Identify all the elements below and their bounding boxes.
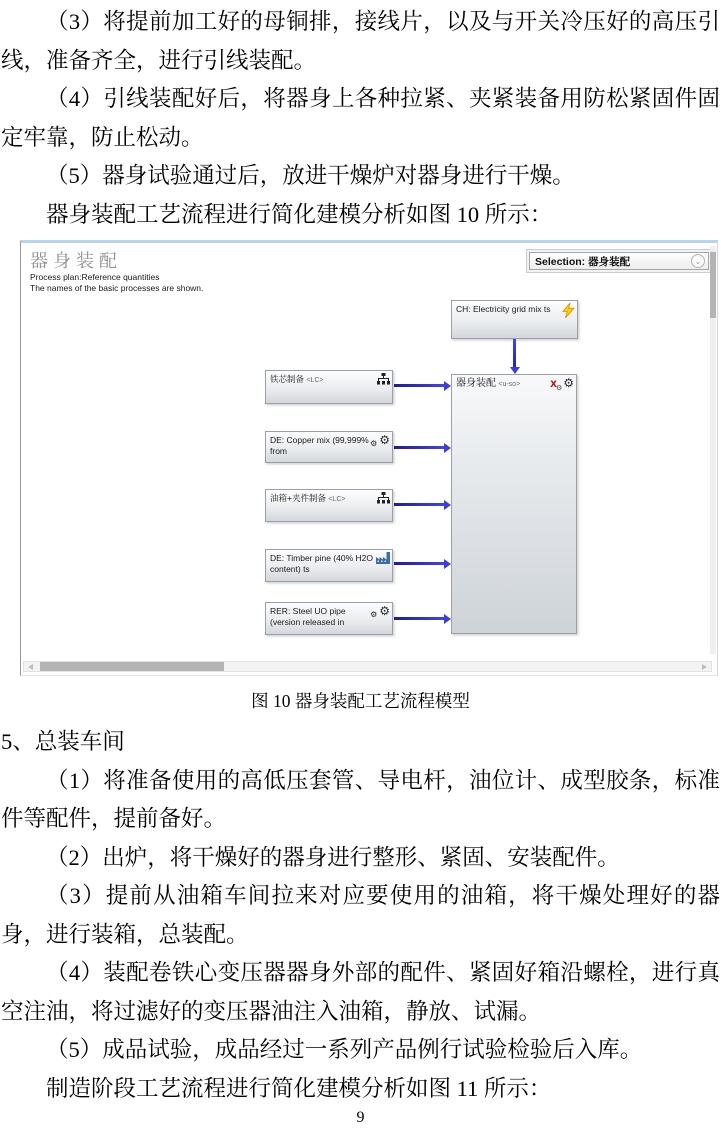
paragraph: （5）成品试验，成品经过一系列产品例行试验检验后入库。 bbox=[46, 1037, 643, 1062]
process-node-copper-mix[interactable] bbox=[265, 431, 393, 463]
vertical-scrollbar-thumb[interactable] bbox=[710, 252, 716, 318]
paragraph: （3）提前从油箱车间拉来对应要使用的油箱，将干燥处理好的器身，进行装箱，总装配。 bbox=[1, 883, 720, 947]
horizontal-scrollbar[interactable] bbox=[23, 661, 712, 672]
selection-label: Selection: 器身装配 bbox=[535, 255, 631, 268]
process-node-label: CH: Electricity grid mix ts bbox=[456, 304, 551, 314]
horizontal-scrollbar-thumb[interactable] bbox=[40, 662, 224, 671]
paragraph: 器身装配工艺流程进行简化建模分析如图 10 所示： bbox=[46, 201, 553, 227]
process-node-label: 油箱+夹件制备 bbox=[270, 493, 326, 503]
plan-hierarchy-icon bbox=[377, 373, 390, 385]
flow-arrow-input-5 bbox=[394, 617, 444, 620]
factory-icon bbox=[376, 552, 390, 564]
paragraph: （4）引线装配好后，将器身上各种拉紧、夹紧装备用防松紧固件固定牢靠，防止松动。 bbox=[1, 86, 720, 150]
delete-x-icon[interactable]: x bbox=[550, 376, 557, 390]
process-node-electricity[interactable] bbox=[451, 300, 578, 339]
gear-small-icon: ⚙ bbox=[555, 385, 563, 392]
paragraph: （1）将准备使用的高低压套管、导电杆，油位计、成型胶条，标准件等配件，提前备好。 bbox=[1, 767, 720, 831]
paragraph: （3）将提前加工好的母铜排，接线片，以及与开关冷压好的高压引线，准备齐全，进行引线装配。 bbox=[1, 9, 720, 73]
process-node-timber-pine[interactable] bbox=[265, 549, 393, 582]
plan-subtitle-2: The names of the basic processes are shown. bbox=[30, 283, 204, 293]
selection-combobox[interactable] bbox=[526, 249, 712, 273]
plan-title: 器身装配 bbox=[30, 251, 122, 271]
process-node-label: 铁芯制备 bbox=[270, 374, 305, 384]
flow-arrow-input-2 bbox=[394, 446, 444, 449]
process-node-tank-clamp-prep[interactable] bbox=[265, 489, 393, 522]
process-node-steel-pipe[interactable] bbox=[265, 602, 393, 635]
process-node-main-assembly[interactable] bbox=[451, 374, 577, 634]
bottom-text-block bbox=[1, 723, 720, 1108]
process-node-suffix: <LC> bbox=[306, 377, 324, 384]
chevron-down-circle-icon[interactable]: ⌄ bbox=[691, 254, 705, 268]
paragraph: （4）装配卷铁心变压器器身外部的配件、紧固好箱沿螺栓，进行真空注油，将过滤好的变压器油注入油箱，静放、试漏。 bbox=[1, 960, 720, 1024]
top-text-block bbox=[1, 0, 720, 234]
paragraph: （5）器身试验通过后，放进干燥炉对器身进行干燥。 bbox=[46, 163, 575, 188]
selection-combobox-inner bbox=[529, 252, 709, 270]
plan-hierarchy-icon bbox=[377, 492, 390, 504]
process-node-label: RER: Steel UO pipe (version released in bbox=[270, 606, 346, 627]
flow-arrow-input-1 bbox=[394, 384, 444, 387]
paragraph: 制造阶段工艺流程进行简化建模分析如图 11 所示： bbox=[46, 1075, 552, 1101]
node-action-icons bbox=[550, 377, 574, 392]
process-node-suffix: <LC> bbox=[328, 496, 346, 503]
lightning-icon bbox=[562, 303, 575, 318]
flow-arrow-input-4 bbox=[394, 562, 444, 565]
process-node-label: DE: Copper mix (99,999% from bbox=[270, 435, 369, 456]
page-number: 9 bbox=[356, 1109, 365, 1126]
gears-icon: ⚙ ⚙ bbox=[370, 433, 390, 448]
flow-arrow-electricity bbox=[513, 339, 516, 367]
scroll-left-icon[interactable] bbox=[28, 664, 33, 670]
flow-arrow-input-3 bbox=[394, 503, 444, 506]
process-node-suffix: <u-so> bbox=[498, 381, 521, 388]
section-heading: 5、总装车间 bbox=[1, 729, 125, 754]
process-node-core-prep[interactable] bbox=[265, 370, 393, 404]
figure-caption: 图 10 器身装配工艺流程模型 bbox=[251, 691, 470, 711]
vertical-scrollbar[interactable] bbox=[710, 246, 716, 654]
gear-icon[interactable]: ⚙ bbox=[563, 376, 574, 390]
gears-icon: ⚙ ⚙ bbox=[370, 604, 390, 619]
process-node-label: DE: Timber pine (40% H2O content) ts bbox=[270, 553, 373, 574]
process-plan-figure bbox=[20, 240, 718, 676]
process-node-label: 器身装配 bbox=[456, 378, 496, 389]
scroll-right-icon[interactable] bbox=[702, 664, 707, 670]
plan-subtitle-1: Process plan:Reference quantities bbox=[30, 272, 160, 282]
paragraph: （2）出炉，将干燥好的器身进行整形、紧固、安装配件。 bbox=[46, 844, 620, 870]
